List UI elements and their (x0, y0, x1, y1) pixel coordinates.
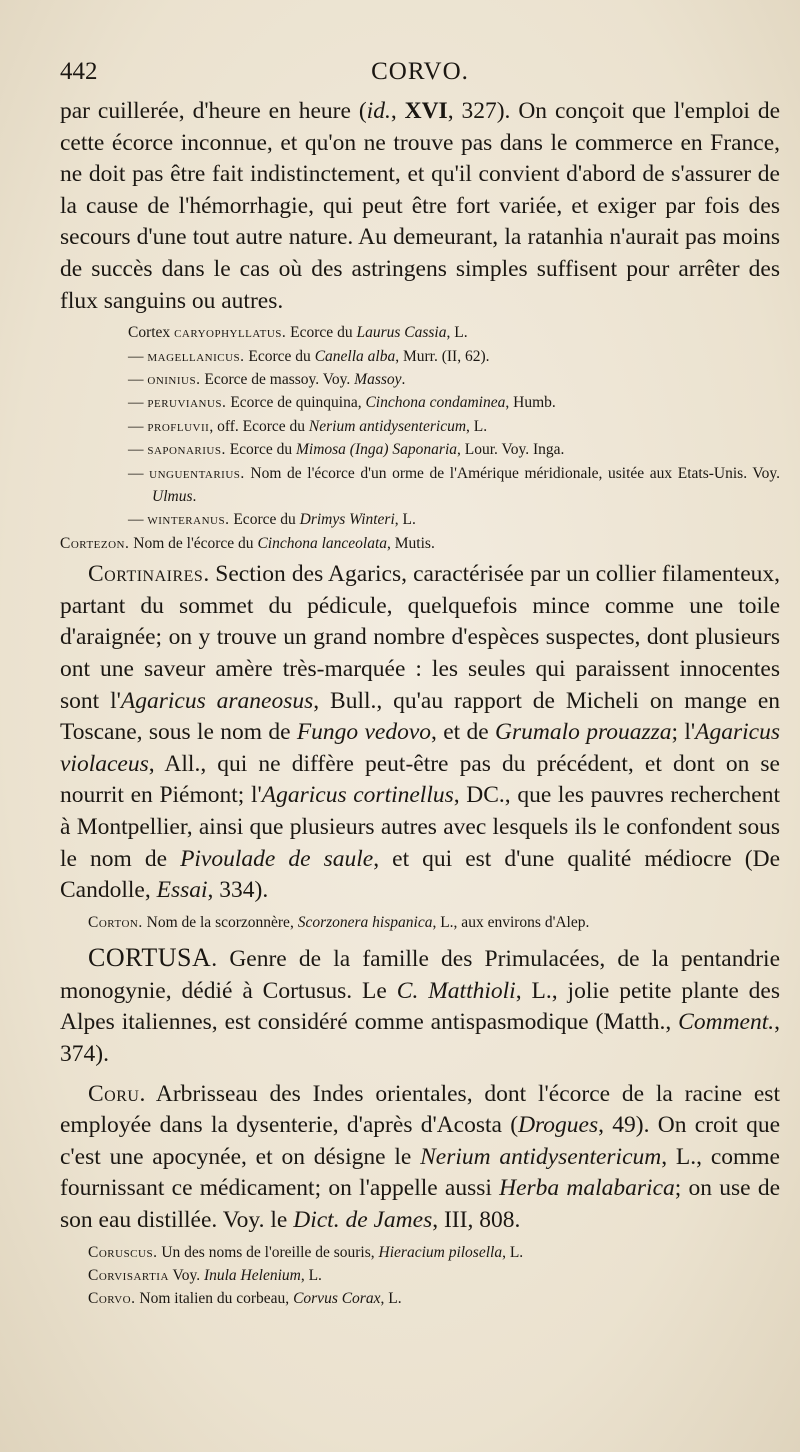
running-title: CORVO. (371, 58, 469, 85)
entry-text: Nom de l'écorce du (129, 534, 258, 552)
italic-run: Grumalo prouazza (495, 719, 672, 746)
text-run: , et de (431, 719, 496, 746)
paragraph-continuation (60, 96, 780, 317)
italic-run: Dict. de James (293, 1206, 433, 1233)
text-run: , III, 808. (432, 1206, 521, 1233)
entry-italic: Drimys Winteri (299, 511, 395, 529)
entry-text: Un des noms de l'oreille de souris, (157, 1243, 379, 1261)
entry-lead: — (128, 370, 148, 388)
entry-tail: , L. (446, 324, 468, 342)
entry-text: Ecorce du (229, 511, 300, 529)
italic-run: Pivoulade de saule (180, 845, 374, 872)
entry-tail: , L. (502, 1243, 524, 1261)
entry-tail: . (192, 488, 197, 505)
cortex-entry (60, 415, 780, 438)
text-run: , 334). (207, 877, 269, 904)
text-run: par cuillerée, d'heure en heure ( (60, 98, 367, 124)
entry-text: , off. Ecorce du (209, 417, 309, 435)
entry-lead: — (128, 511, 148, 529)
italic-run: Herba malabarica (499, 1175, 675, 1202)
cortex-entries (60, 321, 780, 555)
entry-lead: Cortex (128, 324, 175, 342)
italic-run: id. (366, 98, 391, 124)
text-run: , 327). On conçoit que l'emploi de cette écorce inconnue, et qu'on ne trouve pas dans le commerce en France, ne doit pas être fait indistinctement, et qu'il convient d'abord de s'assurer de la cause de l'hémorrhagie, qui peut être fort variée, et exiger par fois des secours d'une tout autre nature. Au demeurant, la ratanhia n'aurait pas moins de succès dans le cas où des astringens simples suffisent pour arrêter des flux sanguins ou autres. (60, 98, 780, 314)
italic-run: Comment. (678, 1009, 775, 1036)
entry-italic: Corvus Corax (293, 1290, 381, 1308)
entry-italic: Hieracium pilosella (378, 1243, 503, 1261)
text-run: , All., qui ne diffère peut-être pas du précédent, et dont on se nourrit en Piémont; l' (60, 750, 780, 809)
entry-cortinaires (60, 559, 780, 907)
final-entries (60, 1241, 780, 1311)
cortex-entry (60, 462, 780, 509)
entry-tail: , L. (300, 1266, 322, 1284)
entry-text: Nom de la scorzonnère, (142, 913, 298, 931)
entry-name: CORTUSA (88, 943, 212, 973)
text-run: , et qui est d'une qualité médiocre (De Candolle, (60, 845, 781, 904)
entry-italic: Mimosa (Inga) Saponaria (295, 441, 458, 459)
text-run: ; on use de son eau distillée. Voy. le (60, 1175, 780, 1233)
italic-run: Drogues (518, 1112, 599, 1139)
entry-italic: Cinchona condaminea (365, 394, 506, 412)
entry-name: magellanicus. (147, 347, 245, 365)
text-run: , 49). On croit que c'est une apocynée, et on désigne le (60, 1112, 780, 1170)
entry-italic: Laurus Cassia (356, 324, 447, 342)
entry-name: Corvo. (88, 1290, 136, 1308)
cortex-entry (60, 391, 780, 414)
entry-italic: Nerium antidysentericum (308, 417, 467, 435)
entry-corvisartia (60, 1264, 780, 1287)
entry-text: Ecorce du (286, 324, 357, 342)
text-run: ; l' (671, 719, 696, 746)
entry-text: Ecorce du (244, 347, 315, 365)
italic-run: C. Matthioli (396, 977, 516, 1004)
italic-run: Essai (156, 877, 208, 904)
entry-name: Corvisartia (88, 1266, 169, 1284)
entry-coruscus (60, 1241, 780, 1264)
entry-lead: — (128, 347, 148, 365)
entry-tail: , L. (466, 417, 488, 435)
text-run: , L., jolie petite plante des Alpes italiennes, est considéré comme antispasmodique (Matth., (60, 977, 780, 1036)
text-run: , (390, 98, 405, 124)
entry-tail: , Lour. Voy. Inga. (457, 441, 565, 459)
entry-name: winteranus. (147, 511, 230, 529)
entry-text: Voy. (168, 1266, 204, 1284)
text-run: , L., comme fournissant ce médicament; on l'appelle aussi (60, 1143, 780, 1202)
text-run: , 374). (60, 1009, 780, 1067)
italic-run: Agaricus araneosus (120, 687, 314, 714)
italic-run: Agaricus violaceus (60, 719, 780, 777)
entry-cortusa (60, 942, 780, 1070)
entry-corton (60, 911, 780, 934)
entry-tail: , L. (394, 511, 416, 529)
entry-lead: — (128, 441, 148, 459)
italic-run: Agaricus cortinellus (261, 782, 454, 809)
text-run: , DC., que les pauvres recherchent à Montpellier, ainsi que plusieurs autres avec lesquels ils le confondent sous le nom de (60, 782, 780, 872)
italic-run: Nerium antidysentericum (420, 1143, 662, 1170)
entry-name: Coru (88, 1080, 140, 1107)
entry-tail: , L. (380, 1290, 402, 1308)
text-run: , Bull., qu'au rapport de Micheli on mange en Toscane, sous le nom de (60, 687, 781, 746)
cortex-entry (60, 438, 780, 461)
entry-name: Cortezon. (60, 534, 130, 552)
text-run: . Genre de la famille des Primulacées, de la pentandrie monogynie, dédié à Cortusus. Le (60, 946, 780, 1004)
entry-name: profluvii (147, 417, 210, 435)
entry-name: saponarius. (147, 441, 226, 459)
entry-name: caryophyllatus. (174, 324, 287, 342)
cortex-entry (60, 321, 780, 344)
entry-text: Ecorce du (225, 441, 296, 459)
body-text (60, 96, 780, 1311)
entry-lead: — (128, 417, 148, 435)
entry-italic: Inula Helenium (203, 1266, 301, 1284)
entry-italic: Ulmus (152, 488, 193, 505)
entry-tail: , Murr. (II, 62). (395, 347, 490, 365)
cortex-entry (60, 368, 780, 391)
entry-text: Nom de l'écorce d'un orme de l'Amérique méridionale, usitée aux Etats-Unis. Voy. (244, 464, 780, 482)
entry-tail: , Mutis. (387, 534, 435, 552)
entry-tail: , L., aux environs d'Alep. (432, 913, 590, 931)
entry-tail: . (401, 370, 406, 388)
entry-text: Ecorce de quinquina, (226, 394, 366, 412)
text-run: . Arbrisseau des Indes orientales, dont l'écorce de la racine est employée dans la dysenterie, d'après d'Acosta ( (60, 1080, 780, 1139)
entry-name: oninius. (147, 370, 201, 388)
bold-run: XVI (404, 98, 448, 124)
entry-name: Coruscus. (88, 1243, 158, 1261)
page-number: 442 (60, 58, 98, 85)
text-run: . Section des Agarics, caractérisée par un collier filamenteux, partant du sommet du pédicule, quelquefois mince comme une toile d'araignée; on y trouve un grand nombre d'espèces suspectes, dont plusieurs ont une saveur amère très-marquée : les seules qui paraissent innocentes sont l' (60, 561, 780, 714)
entry-name: Cortinaires (88, 561, 204, 588)
entry-lead: — (128, 394, 148, 412)
entry-name: Corton. (88, 913, 143, 931)
entry-text: Ecorce de massoy. Voy. (200, 370, 355, 388)
cortex-entry (60, 345, 780, 368)
entry-italic: Canella alba (314, 347, 396, 365)
page-header (60, 58, 780, 98)
cortex-entry (60, 508, 780, 531)
entry-name: peruvianus. (147, 394, 227, 412)
entry-cortezon (60, 532, 780, 555)
entry-italic: Cinchona lanceolata (257, 534, 388, 552)
entry-corvo (60, 1287, 780, 1310)
entry-name: unguentarius. (149, 464, 245, 482)
entry-tail: , Humb. (505, 394, 556, 412)
entry-text: Nom italien du corbeau, (135, 1290, 294, 1308)
entry-coru (60, 1079, 780, 1237)
italic-run: Fungo vedovo (296, 719, 432, 746)
entry-lead: — (128, 464, 150, 482)
entry-italic: Scorzonera hispanica (297, 913, 433, 931)
entry-italic: Massoy (354, 370, 402, 388)
